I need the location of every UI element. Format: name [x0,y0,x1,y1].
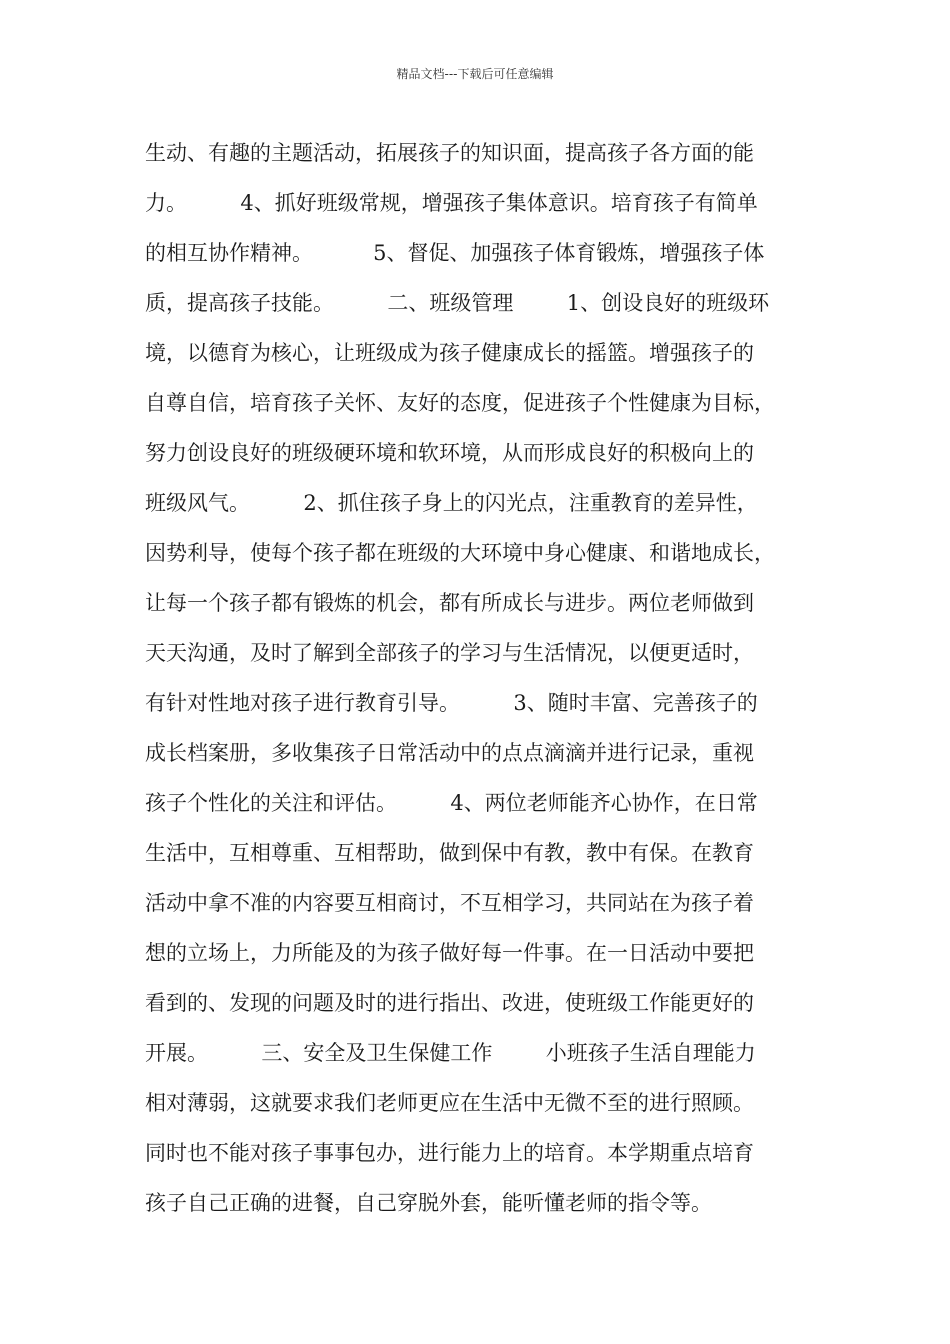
text-line: 让每一个孩子都有锻炼的机会，都有所成长与进步。两位老师做到 [145,591,754,615]
text-line: 力。 4、抓好班级常规，增强孩子集体意识。培育孩子有简单 [145,191,758,215]
text-line: 成长档案册，多收集孩子日常活动中的点点滴滴并进行记录，重视 [145,741,754,765]
text-line: 因势利导，使每个孩子都在班级的大环境中身心健康、和谐地成长， [145,541,775,565]
text-line: 孩子自己正确的进餐，自己穿脱外套，能听懂老师的指令等。 [145,1191,712,1215]
document-body [145,128,825,1228]
text-line: 自尊自信，培育孩子关怀、友好的态度，促进孩子个性健康为目标， [145,391,775,415]
text-line: 境，以德育为核心，让班级成为孩子健康成长的摇篮。增强孩子的 [145,341,754,365]
text-line: 生活中，互相尊重、互相帮助，做到保中有教，教中有保。在教育 [145,841,754,865]
text-line: 相对薄弱，这就要求我们老师更应在生活中无微不至的进行照顾。 [145,1091,754,1115]
text-line: 班级风气。 2、抓住孩子身上的闪光点，注重教育的差异性， [145,491,758,515]
text-line: 的相互协作精神。 5、督促、加强孩子体育锻炼，增强孩子体 [145,241,765,265]
text-line: 看到的、发现的问题及时的进行指出、改进，使班级工作能更好的 [145,991,754,1015]
text-line: 想的立场上，力所能及的为孩子做好每一件事。在一日活动中要把 [145,941,754,965]
text-line: 质，提高孩子技能。 二、班级管理 1、创设良好的班级环 [145,291,770,315]
text-line: 同时也不能对孩子事事包办，进行能力上的培育。本学期重点培育 [145,1141,754,1165]
text-line: 活动中拿不准的内容要互相商讨，不互相学习，共同站在为孩子着 [145,891,754,915]
text-line: 努力创设良好的班级硬环境和软环境，从而形成良好的积极向上的 [145,441,754,465]
text-line: 天天沟通，及时了解到全部孩子的学习与生活情况，以便更适时， [145,641,754,665]
text-line: 孩子个性化的关注和评估。 4、两位老师能齐心协作，在日常 [145,791,758,815]
text-line: 开展。 三、安全及卫生保健工作 小班孩子生活自理能力 [145,1041,756,1065]
text-line: 有针对性地对孩子进行教育引导。 3、随时丰富、完善孩子的 [145,691,758,715]
page-header: 精品文档---下载后可任意编辑 [396,67,554,81]
text-line: 生动、有趣的主题活动，拓展孩子的知识面，提高孩子各方面的能 [145,141,754,165]
